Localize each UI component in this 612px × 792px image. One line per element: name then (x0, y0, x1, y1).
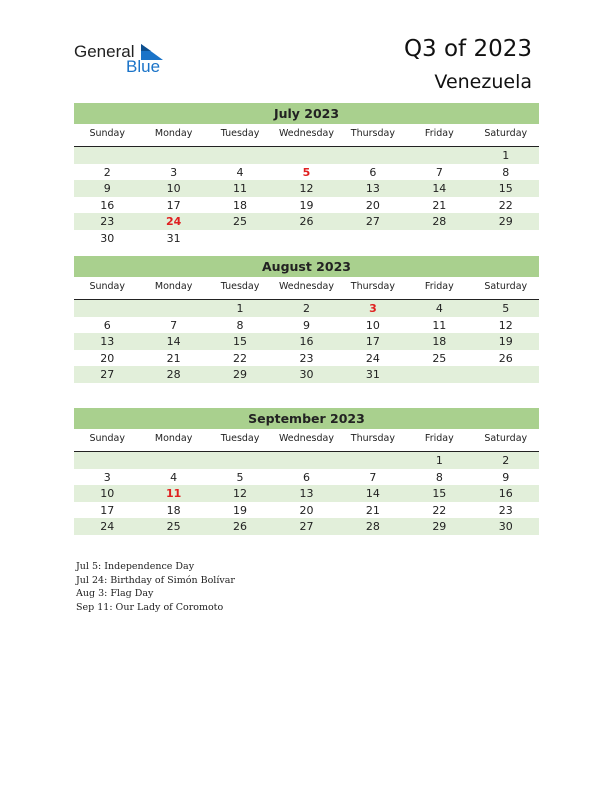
weekday-label: Thursday (350, 128, 395, 139)
weekday-label: Monday (154, 281, 193, 292)
weekday-label: Tuesday (220, 128, 260, 139)
day-cell: 12 (299, 182, 314, 195)
day-cell: 1 (435, 454, 443, 467)
day-cell (74, 452, 140, 469)
day-cell (140, 300, 206, 317)
day-cell (207, 452, 273, 469)
day-cell: 25 (233, 215, 248, 228)
weekday-header-row (74, 432, 539, 452)
week-row (74, 366, 539, 383)
week-row (74, 333, 539, 350)
day-cell: 16 (498, 487, 513, 500)
day-cell: 29 (498, 215, 513, 228)
week-row (74, 300, 539, 317)
weekday-label: Saturday (484, 281, 528, 292)
day-cell: 12 (233, 487, 248, 500)
day-cell: 21 (166, 351, 181, 365)
day-cell: 15 (233, 335, 248, 348)
weekday-label: Thursday (350, 433, 395, 444)
day-cell: 13 (365, 182, 380, 195)
weekday-label: Friday (424, 281, 454, 292)
day-cell: 29 (233, 368, 248, 381)
day-cell: 28 (166, 368, 181, 381)
day-cell: 7 (369, 470, 377, 484)
day-cell: 31 (166, 231, 181, 245)
day-cell: 27 (299, 520, 314, 533)
weekday-label: Wednesday (278, 433, 334, 444)
day-cell: 14 (432, 182, 447, 195)
day-cell: 7 (435, 165, 443, 179)
day-cell: 14 (166, 335, 181, 348)
day-cell (406, 230, 472, 247)
logo-word-general: General (74, 42, 135, 61)
day-cell: 6 (369, 165, 377, 179)
day-cell: 6 (302, 470, 310, 484)
day-cell (473, 366, 539, 383)
day-cell: 3 (170, 165, 178, 179)
day-cell: 22 (432, 503, 447, 517)
day-cell: 22 (233, 351, 248, 365)
weekday-label: Monday (154, 128, 193, 139)
day-cell: 10 (100, 487, 115, 500)
day-cell (340, 230, 406, 247)
day-cell (406, 147, 472, 164)
day-cell: 19 (299, 198, 314, 212)
day-cell: 23 (498, 503, 513, 517)
day-cell: 2 (103, 165, 111, 179)
day-cell: 17 (166, 198, 181, 212)
page-title: Q3 of 2023 (403, 36, 532, 62)
day-cell: 12 (498, 318, 513, 332)
day-cell: 3 (103, 470, 111, 484)
week-row (74, 164, 539, 181)
day-cell: 17 (365, 335, 380, 348)
day-cell: 11 (432, 318, 447, 332)
day-cell: 19 (233, 503, 248, 517)
day-cell: 10 (166, 182, 181, 195)
day-cell: 25 (166, 520, 181, 533)
weekday-header-row (74, 127, 539, 147)
weekday-label: Friday (424, 128, 454, 139)
weekday-label: Saturday (484, 128, 528, 139)
month-august (74, 256, 539, 383)
day-cell: 11 (165, 487, 182, 500)
holiday-note: Jul 5: Independence Day (76, 561, 195, 572)
day-cell: 18 (166, 503, 181, 517)
day-cell: 31 (365, 368, 380, 381)
week-row (74, 317, 539, 334)
holiday-note: Sep 11: Our Lady of Coromoto (76, 601, 224, 613)
day-cell: 18 (432, 335, 447, 348)
day-cell: 4 (236, 165, 244, 179)
week-row (74, 180, 539, 197)
day-cell: 10 (365, 318, 380, 332)
day-cell: 24 (165, 215, 182, 228)
week-row (74, 230, 539, 247)
day-cell: 15 (498, 182, 513, 195)
day-cell: 16 (299, 335, 314, 348)
week-row (74, 197, 539, 214)
day-cell (273, 147, 339, 164)
day-cell: 30 (299, 368, 314, 381)
day-cell (273, 452, 339, 469)
day-cell (340, 452, 406, 469)
weekday-label: Tuesday (220, 281, 260, 292)
day-cell: 1 (502, 149, 510, 162)
week-row (74, 452, 539, 469)
day-cell (74, 147, 140, 164)
month-title: August 2023 (74, 256, 539, 277)
day-cell: 26 (299, 215, 314, 228)
day-cell: 8 (236, 318, 244, 332)
weekday-label: Tuesday (220, 433, 260, 444)
day-cell: 21 (365, 503, 380, 517)
day-cell: 4 (170, 470, 178, 484)
week-row (74, 485, 539, 502)
day-cell: 4 (435, 302, 443, 315)
day-cell: 13 (299, 487, 314, 500)
generalblue-logo (74, 42, 174, 78)
week-row (74, 518, 539, 535)
day-cell: 14 (365, 487, 380, 500)
month-september (74, 408, 539, 535)
day-cell: 28 (365, 520, 380, 533)
day-cell: 6 (103, 318, 111, 332)
day-cell: 8 (435, 470, 443, 484)
day-cell: 24 (100, 520, 115, 533)
week-row (74, 147, 539, 164)
day-cell: 26 (498, 351, 513, 365)
day-cell: 29 (432, 520, 447, 533)
day-cell: 22 (498, 198, 513, 212)
day-cell: 7 (170, 318, 178, 332)
day-cell: 2 (302, 302, 310, 315)
day-cell (140, 452, 206, 469)
weekday-label: Monday (154, 433, 193, 444)
country-name: Venezuela (434, 71, 532, 93)
day-cell: 28 (432, 215, 447, 228)
day-cell: 11 (233, 182, 248, 195)
month-title: September 2023 (74, 408, 539, 429)
week-row (74, 502, 539, 519)
day-cell (140, 147, 206, 164)
logo-word-blue: Blue (126, 57, 161, 76)
day-cell (207, 230, 273, 247)
holiday-notes (76, 560, 235, 614)
day-cell (473, 230, 539, 247)
day-cell: 20 (365, 198, 380, 212)
day-cell: 15 (432, 487, 447, 500)
week-row (74, 213, 539, 230)
day-cell: 9 (103, 182, 111, 195)
weekday-label: Wednesday (278, 281, 334, 292)
day-cell: 16 (100, 198, 115, 212)
day-cell: 20 (299, 503, 314, 517)
day-cell: 5 (302, 165, 311, 179)
day-cell: 17 (100, 503, 115, 517)
day-cell: 26 (233, 520, 248, 533)
day-cell (340, 147, 406, 164)
day-cell: 9 (502, 470, 510, 484)
month-july (74, 103, 539, 246)
day-cell (207, 147, 273, 164)
day-cell (273, 230, 339, 247)
day-cell: 24 (365, 351, 380, 365)
weekday-header-row (74, 280, 539, 300)
day-cell: 13 (100, 335, 115, 348)
day-cell: 9 (302, 318, 310, 332)
month-title: July 2023 (74, 103, 539, 124)
weekday-label: Sunday (89, 281, 125, 292)
week-row (74, 350, 539, 367)
day-cell: 2 (502, 454, 510, 467)
day-cell: 23 (100, 215, 115, 228)
day-cell: 23 (299, 351, 314, 365)
day-cell: 5 (236, 470, 244, 484)
day-cell: 8 (502, 165, 510, 179)
weekday-label: Sunday (89, 433, 125, 444)
day-cell: 21 (432, 198, 447, 212)
day-cell: 30 (498, 520, 513, 533)
day-cell: 19 (498, 335, 513, 348)
weekday-label: Thursday (350, 281, 395, 292)
holiday-note: Aug 3: Flag Day (76, 588, 154, 599)
weekday-label: Saturday (484, 433, 528, 444)
weekday-label: Sunday (89, 128, 125, 139)
day-cell: 1 (236, 302, 244, 315)
day-cell: 20 (100, 351, 115, 365)
day-cell (74, 300, 140, 317)
day-cell: 5 (502, 302, 510, 315)
week-row (74, 469, 539, 486)
day-cell: 27 (100, 368, 115, 381)
day-cell: 25 (432, 351, 447, 365)
weekday-label: Wednesday (278, 128, 334, 139)
weekday-label: Friday (424, 433, 454, 444)
day-cell: 3 (369, 302, 377, 315)
day-cell: 18 (233, 198, 248, 212)
day-cell: 30 (100, 231, 115, 245)
day-cell (406, 366, 472, 383)
day-cell: 27 (365, 215, 380, 228)
holiday-note: Jul 24: Birthday of Simón Bolívar (76, 574, 235, 586)
